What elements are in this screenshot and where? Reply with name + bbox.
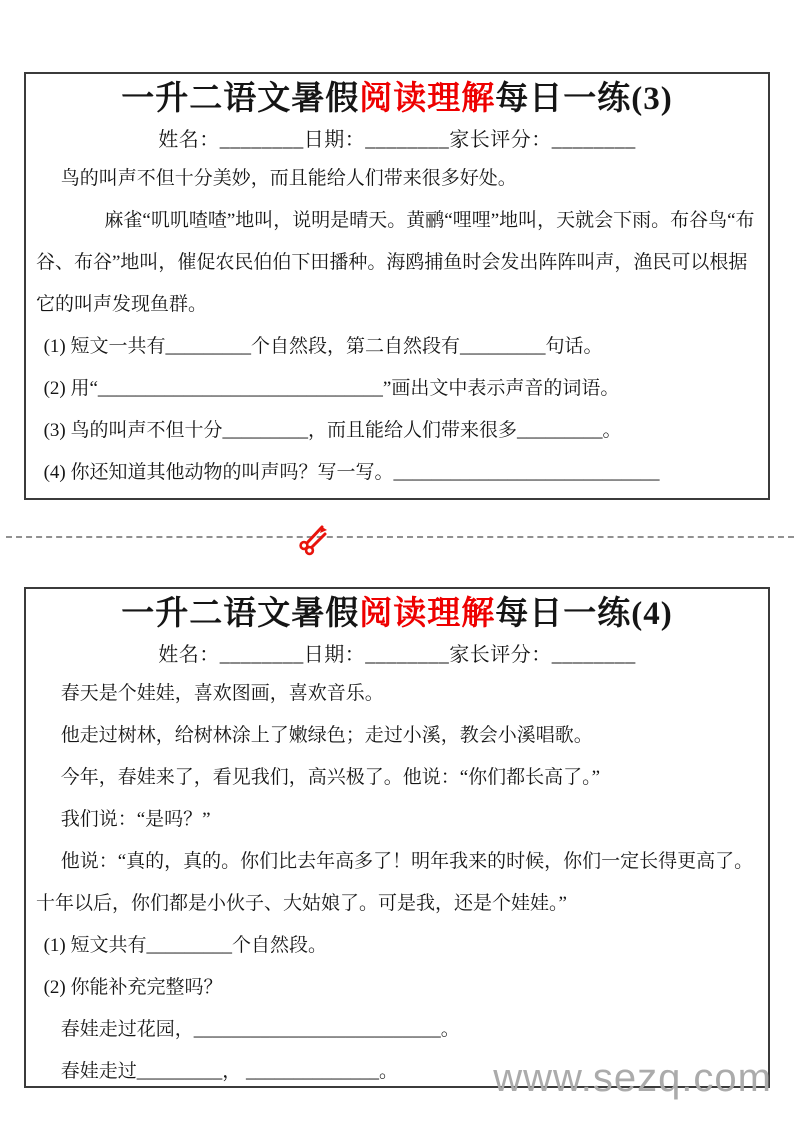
sheet-title-pre: 一升二语文暑假 (121, 596, 360, 632)
sheet-title-highlight: 阅读理解 (359, 596, 496, 632)
scissors-icon (296, 522, 330, 556)
sheet-text-lines (26, 667, 768, 1093)
question-line: (1) 短文一共有_________个自然段，第二自然段有_________句话。 (43, 335, 603, 357)
cut-line (6, 536, 794, 538)
sheet-title-highlight: 阅读理解 (359, 81, 496, 117)
sheet-title (26, 595, 768, 635)
question-line: (2) 你能补充完整吗？ (43, 976, 223, 998)
paragraph-line: 鸟的叫声不但十分美妙，而且能给人们带来很多好处。 (60, 167, 517, 189)
paragraph-line: 今年，春娃来了，看见我们，高兴极了。他说：“你们都长高了。” (60, 766, 601, 788)
sheet-title-pre: 一升二语文暑假 (121, 81, 360, 117)
paragraph-line: 我们说：“是吗？” (60, 808, 211, 830)
question-line: 春娃走过花园，__________________________。 (60, 1018, 460, 1040)
sheet-title-post: 每日一练(4) (495, 596, 673, 632)
name-date-score-line: 姓名：________日期：________家长评分：________ (158, 128, 636, 151)
sheet-text-lines (26, 152, 768, 494)
worksheet-sheet-4 (24, 587, 770, 1088)
name-date-score-line: 姓名：________日期：________家长评分：________ (158, 643, 636, 666)
question-line: (1) 短文共有_________个自然段。 (43, 934, 327, 956)
paragraph-line: 他说：“真的，真的。你们比去年高多了！明年我来的时候，你们一定长得更高了。十年以后，你们都是小伙子、大姑娘了。可是我，还是个娃娃。” (36, 850, 754, 914)
paragraph-line: 他走过树林，给树林涂上了嫩绿色；走过小溪，教会小溪唱歌。 (60, 724, 593, 746)
sheet-title (26, 80, 768, 120)
question-line: (3) 鸟的叫声不但十分_________，而且能给人们带来很多_________。 (43, 419, 622, 441)
sheet-title-post: 每日一练(3) (495, 81, 673, 117)
question-line: 春娃走过_________， ______________。 (60, 1060, 398, 1082)
question-line: (4) 你还知道其他动物的叫声吗？写一写。____________________________ (43, 461, 660, 483)
worksheet-sheet-3 (24, 72, 770, 500)
question-line: (2) 用“______________________________”画出文中表示声音的词语。 (43, 377, 620, 399)
paragraph-line: 麻雀“叽叽喳喳”地叫，说明是晴天。黄鹂“哩哩”地叫，天就会下雨。布谷鸟“布谷、布谷”地叫，催促农民伯伯下田播种。海鸥捕鱼时会发出阵阵叫声，渔民可以根据它的叫声发现鱼群。 (36, 209, 755, 315)
paragraph-line: 春天是个娃娃，喜欢图画，喜欢音乐。 (60, 682, 384, 704)
watermark: www.sezq.com (493, 1056, 772, 1100)
